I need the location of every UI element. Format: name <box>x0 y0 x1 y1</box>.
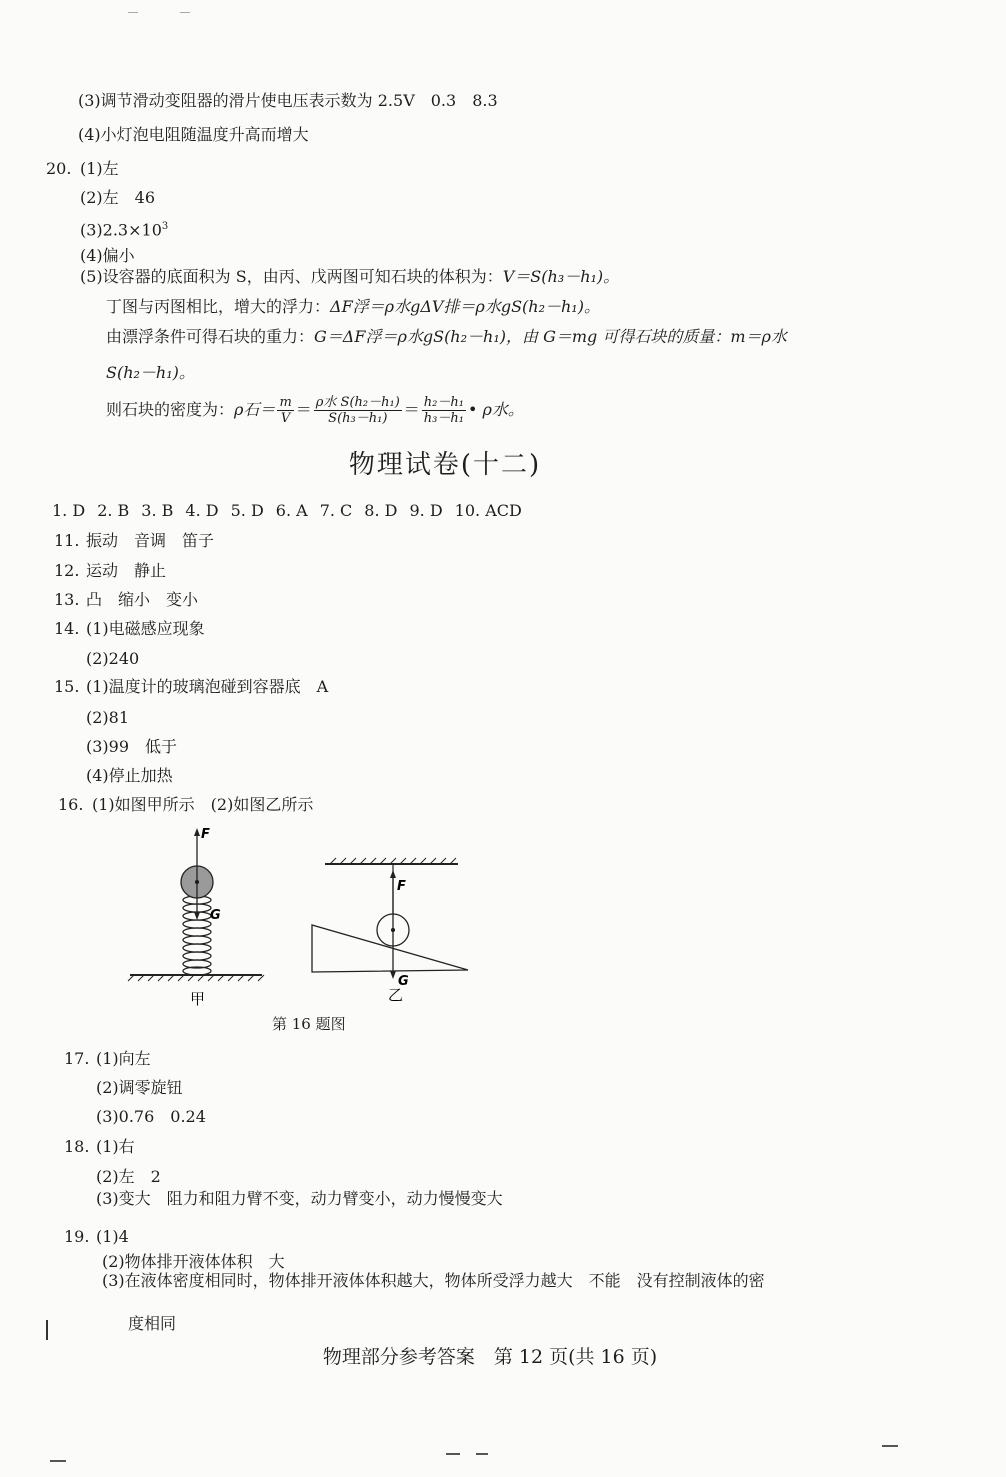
answer-15-number: 15. <box>54 677 80 696</box>
label-G-yi: G <box>398 974 409 989</box>
mcq-item: 6. A <box>275 501 308 520</box>
q20-part5-line1 <box>80 266 619 288</box>
mcq-item: 1. D <box>52 501 86 520</box>
scan-mark <box>50 1460 66 1462</box>
answer-17-part3: (3)0.76 0.24 <box>96 1107 206 1126</box>
rho-stone: ρ石＝ <box>234 400 276 419</box>
answer-19-part3: (3)在液体密度相同时，物体排开液体体积越大，物体所受浮力越大 不能 没有控制液体的密 <box>102 1271 765 1290</box>
answer-13: 凸 缩小 变小 <box>86 590 199 609</box>
fraction-m-over-v: $\frac{m}{V}$ <box>279 395 292 426</box>
scan-mark <box>476 1453 488 1455</box>
figure-16 <box>120 822 480 1012</box>
q20-gravity-text: 由漂浮条件可得石块的重力： <box>106 327 315 346</box>
mcq-answers <box>52 500 534 522</box>
answer-17-part2: (2)调零旋钮 <box>96 1078 183 1097</box>
fraction-density-simplified: $\frac{\text{h₂－h₁}}{\text{h₃－h₁}}$ <box>423 395 464 426</box>
mcq-item: 4. D <box>185 501 219 520</box>
q20-number: 20. <box>46 159 72 178</box>
mcq-item: 3. B <box>141 501 174 520</box>
q19-part4: (4)小灯泡电阻随温度升高而增大 <box>78 125 309 144</box>
answer-19-part1: (1)4 <box>96 1227 129 1246</box>
label-G-jia: G <box>210 908 221 923</box>
answer-15-part3: (3)99 低于 <box>86 737 178 756</box>
answer-17-number: 17. <box>64 1049 90 1068</box>
answer-18-part2: (2)左 2 <box>96 1167 161 1186</box>
answer-18-number: 18. <box>64 1137 90 1156</box>
page-footer: 物理部分参考答案 第 12 页(共 16 页) <box>322 1346 658 1368</box>
fraction-density-expanded: $\frac{\text{ρ水 S(h₂－h₁)}}{\text{S(h₃－h₁)}}$ <box>315 395 400 426</box>
q20-part3-exponent: 3 <box>161 221 169 232</box>
q20-density-line: 则石块的密度为：ρ石＝ $\frac{m}{V}$ ＝ $\frac{\text{ρ水 S(h₂－h₁)}}{\text{S(h₃－h₁)}}$ ＝ $\frac{\text{h₂－h₁}}{\text{h₃－h₁}}$ • ρ水。 <box>106 395 524 426</box>
answer-11-number: 11. <box>54 531 80 550</box>
answer-14-part2: (2)240 <box>86 649 140 668</box>
label-F-yi: F <box>397 879 406 894</box>
answer-15-part1: (1)温度计的玻璃泡碰到容器底 A <box>86 677 329 696</box>
figure-jia-diagram <box>128 827 264 1008</box>
q20-part5-line2 <box>106 296 600 318</box>
answer-19-part3-continued: 度相同 <box>128 1314 177 1333</box>
q20-part4: (4)偏小 <box>80 246 135 265</box>
q20-buoyancy-formula: ΔF浮＝ρ水gΔV排＝ρ水gS(h₂－h₁)。 <box>330 297 600 316</box>
answer-19-part2: (2)物体排开液体体积 大 <box>102 1252 285 1271</box>
mcq-item: 10. ACD <box>454 501 522 520</box>
density-tail: • ρ水。 <box>467 400 524 419</box>
answer-12: 运动 静止 <box>86 561 167 580</box>
answer-16: (1)如图甲所示 (2)如图乙所示 <box>92 795 314 814</box>
answer-16-number: 16. <box>58 795 84 814</box>
figure-caption: 第 16 题图 <box>272 1015 346 1033</box>
margin-rule <box>46 1320 48 1340</box>
label-yi: 乙 <box>388 986 404 1004</box>
answer-18-part3: (3)变大 阻力和阻力臂不变，动力臂变小，动力慢慢变大 <box>96 1189 503 1208</box>
q20-part3-base: (3)2.3×10 <box>80 220 162 240</box>
scan-mark <box>446 1453 460 1455</box>
q20-part5-line3 <box>106 326 787 348</box>
q20-part1: (1)左 <box>80 159 119 178</box>
mcq-item: 2. B <box>97 501 130 520</box>
q20-density-text: 则石块的密度为： <box>106 400 235 419</box>
q20-part5-line4 <box>106 362 195 384</box>
mcq-item: 9. D <box>409 501 443 520</box>
answer-11: 振动 音调 笛子 <box>86 531 215 550</box>
q20-part5-volume-formula: V＝S(h₃－h₁)。 <box>502 267 620 286</box>
answer-14-part1: (1)电磁感应现象 <box>86 619 205 638</box>
figure-yi-diagram <box>312 858 468 1004</box>
answer-14-number: 14. <box>54 619 80 638</box>
mcq-item: 8. D <box>364 501 398 520</box>
q20-part3 <box>80 216 168 241</box>
answer-19-number: 19. <box>64 1227 90 1246</box>
q20-buoyancy-text: 丁图与丙图相比，增大的浮力： <box>106 297 331 316</box>
scan-mark <box>882 1445 898 1447</box>
section-title: 物理试卷(十二) <box>348 450 542 480</box>
scan-mark <box>180 12 190 13</box>
answer-15-part2: (2)81 <box>86 708 130 727</box>
answer-13-number: 13. <box>54 590 80 609</box>
incline-wedge <box>312 925 468 972</box>
scan-mark <box>128 12 138 13</box>
q19-part3: (3)调节滑动变阻器的滑片使电压表示数为 2.5V 0.3 8.3 <box>78 91 498 110</box>
q20-part5-text: (5)设容器的底面积为 S，由丙、戊两图可知石块的体积为： <box>80 267 503 286</box>
q20-gravity-formula: G＝ΔF浮＝ρ水gS(h₂－h₁)，由 G＝mg 可得石块的质量：m＝ρ水 <box>314 327 787 346</box>
answer-12-number: 12. <box>54 561 80 580</box>
label-jia: 甲 <box>190 990 206 1008</box>
answer-18-part1: (1)右 <box>96 1137 135 1156</box>
answer-15-part4: (4)停止加热 <box>86 766 173 785</box>
label-F-jia: F <box>201 827 210 842</box>
mcq-item: 5. D <box>230 501 264 520</box>
answer-17-part1: (1)向左 <box>96 1049 151 1068</box>
q20-part2: (2)左 46 <box>80 188 156 207</box>
q20-mass-formula-tail: S(h₂－h₁)。 <box>106 363 195 382</box>
mcq-item: 7. C <box>319 501 353 520</box>
